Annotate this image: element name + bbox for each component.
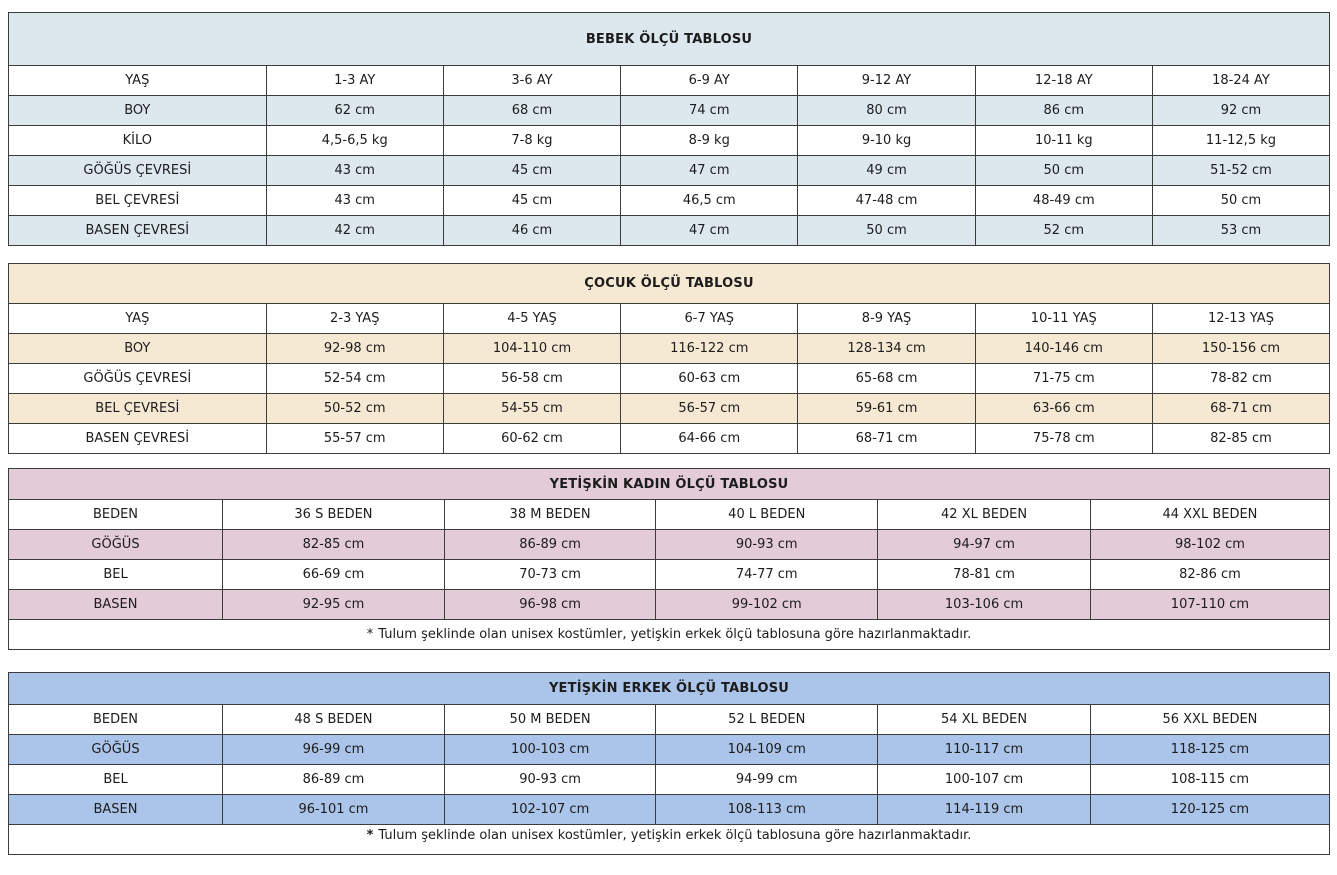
footnote-asterisk: * [366,627,374,642]
value-cell: 74 cm [621,96,798,126]
value-cell: 100-103 cm [444,735,655,765]
data-row [9,364,1330,394]
data-row [9,765,1330,795]
value-cell: 102-107 cm [444,795,655,825]
value-cell: 82-85 cm [223,530,445,560]
value-cell: 82-86 cm [1090,560,1329,590]
value-cell: 86-89 cm [223,765,445,795]
value-cell: 68-71 cm [798,424,975,454]
value-cell: 150-156 cm [1152,334,1329,364]
row-label-cell: BEL [9,765,223,795]
value-cell: 96-98 cm [444,590,655,620]
row-label-cell: KİLO [9,126,267,156]
value-cell: 38 M BEDEN [444,500,655,530]
row-label-cell: GÖĞÜS [9,530,223,560]
value-cell: 104-109 cm [656,735,878,765]
data-row [9,156,1330,186]
header-row [9,304,1330,334]
value-cell: 78-82 cm [1152,364,1329,394]
value-cell: 12-13 YAŞ [1152,304,1329,334]
value-cell: 70-73 cm [444,560,655,590]
value-cell: 110-117 cm [878,735,1091,765]
header-row [9,500,1330,530]
row-label-cell: BOY [9,334,267,364]
row-label-cell: BEL ÇEVRESİ [9,186,267,216]
value-cell: 48 S BEDEN [223,705,445,735]
value-cell: 43 cm [266,186,443,216]
footnote-row [9,620,1330,650]
row-label-cell: GÖĞÜS [9,735,223,765]
data-row [9,795,1330,825]
value-cell: 82-85 cm [1152,424,1329,454]
value-cell: 10-11 YAŞ [975,304,1152,334]
value-cell: 56-57 cm [621,394,798,424]
value-cell: 45 cm [443,156,620,186]
value-cell: 59-61 cm [798,394,975,424]
value-cell: 80 cm [798,96,975,126]
value-cell: 4,5-6,5 kg [266,126,443,156]
value-cell: 44 XXL BEDEN [1090,500,1329,530]
value-cell: 103-106 cm [878,590,1091,620]
value-cell: 6-7 YAŞ [621,304,798,334]
table-title: YETİŞKİN ERKEK ÖLÇÜ TABLOSU [9,673,1330,705]
row-label-cell: BOY [9,96,267,126]
value-cell: 9-10 kg [798,126,975,156]
value-cell: 64-66 cm [621,424,798,454]
value-cell: 10-11 kg [975,126,1152,156]
row-label-cell: BEDEN [9,500,223,530]
row-label-cell: BASEN [9,590,223,620]
value-cell: 128-134 cm [798,334,975,364]
value-cell: 50 cm [798,216,975,246]
value-cell: 42 XL BEDEN [878,500,1091,530]
value-cell: 120-125 cm [1090,795,1329,825]
data-row [9,186,1330,216]
footnote-text: Tulum şeklinde olan unisex kostümler, yetişkin erkek ölçü tablosuna göre hazırlanmaktadır. [378,627,972,642]
value-cell: 60-62 cm [443,424,620,454]
value-cell: 100-107 cm [878,765,1091,795]
footnote [9,620,1330,650]
value-cell: 90-93 cm [444,765,655,795]
value-cell: 40 L BEDEN [656,500,878,530]
value-cell: 4-5 YAŞ [443,304,620,334]
value-cell: 52 L BEDEN [656,705,878,735]
value-cell: 74-77 cm [656,560,878,590]
header-row [9,66,1330,96]
header-row [9,705,1330,735]
value-cell: 92 cm [1152,96,1329,126]
value-cell: 52 cm [975,216,1152,246]
table-title: BEBEK ÖLÇÜ TABLOSU [9,13,1330,66]
size-table-child [8,263,1330,454]
table-body [9,66,1330,246]
table-title-row [9,469,1330,500]
table-title: YETİŞKİN KADIN ÖLÇÜ TABLOSU [9,469,1330,500]
value-cell: 7-8 kg [443,126,620,156]
value-cell: 66-69 cm [223,560,445,590]
table-body [9,304,1330,454]
value-cell: 68 cm [443,96,620,126]
value-cell: 9-12 AY [798,66,975,96]
size-table-men [8,672,1330,855]
data-row [9,560,1330,590]
value-cell: 8-9 kg [621,126,798,156]
row-label-cell: BEL ÇEVRESİ [9,394,267,424]
value-cell: 2-3 YAŞ [266,304,443,334]
value-cell: 56-58 cm [443,364,620,394]
value-cell: 47 cm [621,156,798,186]
size-table-women [8,468,1330,650]
value-cell: 62 cm [266,96,443,126]
table-title-row [9,13,1330,66]
table-body [9,500,1330,620]
value-cell: 50-52 cm [266,394,443,424]
value-cell: 3-6 AY [443,66,620,96]
value-cell: 75-78 cm [975,424,1152,454]
table-title-row [9,673,1330,705]
value-cell: 55-57 cm [266,424,443,454]
data-row [9,126,1330,156]
value-cell: 43 cm [266,156,443,186]
value-cell: 51-52 cm [1152,156,1329,186]
value-cell: 96-101 cm [223,795,445,825]
value-cell: 92-98 cm [266,334,443,364]
value-cell: 54 XL BEDEN [878,705,1091,735]
data-row [9,590,1330,620]
data-row [9,334,1330,364]
value-cell: 1-3 AY [266,66,443,96]
value-cell: 94-99 cm [656,765,878,795]
value-cell: 114-119 cm [878,795,1091,825]
value-cell: 65-68 cm [798,364,975,394]
value-cell: 56 XXL BEDEN [1090,705,1329,735]
row-label-cell: YAŞ [9,66,267,96]
value-cell: 46,5 cm [621,186,798,216]
table-title: ÇOCUK ÖLÇÜ TABLOSU [9,264,1330,304]
value-cell: 45 cm [443,186,620,216]
data-row [9,96,1330,126]
value-cell: 48-49 cm [975,186,1152,216]
value-cell: 49 cm [798,156,975,186]
footnote [9,825,1330,855]
value-cell: 60-63 cm [621,364,798,394]
value-cell: 52-54 cm [266,364,443,394]
size-table-baby [8,12,1330,246]
value-cell: 104-110 cm [443,334,620,364]
value-cell: 140-146 cm [975,334,1152,364]
table-title-row [9,264,1330,304]
value-cell: 96-99 cm [223,735,445,765]
value-cell: 71-75 cm [975,364,1152,394]
data-row [9,735,1330,765]
row-label-cell: GÖĞÜS ÇEVRESİ [9,156,267,186]
row-label-cell: GÖĞÜS ÇEVRESİ [9,364,267,394]
value-cell: 53 cm [1152,216,1329,246]
row-label-cell: BASEN ÇEVRESİ [9,424,267,454]
value-cell: 50 cm [1152,186,1329,216]
value-cell: 63-66 cm [975,394,1152,424]
value-cell: 86 cm [975,96,1152,126]
value-cell: 90-93 cm [656,530,878,560]
value-cell: 94-97 cm [878,530,1091,560]
value-cell: 108-113 cm [656,795,878,825]
data-row [9,394,1330,424]
value-cell: 50 cm [975,156,1152,186]
data-row [9,424,1330,454]
row-label-cell: BEL [9,560,223,590]
value-cell: 42 cm [266,216,443,246]
value-cell: 11-12,5 kg [1152,126,1329,156]
value-cell: 12-18 AY [975,66,1152,96]
value-cell: 86-89 cm [444,530,655,560]
table-body [9,705,1330,825]
footnote-text: Tulum şeklinde olan unisex kostümler, yetişkin erkek ölçü tablosuna göre hazırlanmaktadır. [378,827,972,843]
value-cell: 50 M BEDEN [444,705,655,735]
row-label-cell: BEDEN [9,705,223,735]
value-cell: 92-95 cm [223,590,445,620]
value-cell: 99-102 cm [656,590,878,620]
value-cell: 107-110 cm [1090,590,1329,620]
value-cell: 116-122 cm [621,334,798,364]
value-cell: 68-71 cm [1152,394,1329,424]
value-cell: 36 S BEDEN [223,500,445,530]
row-label-cell: BASEN ÇEVRESİ [9,216,267,246]
footnote-asterisk: * [366,827,374,843]
row-label-cell: BASEN [9,795,223,825]
value-cell: 118-125 cm [1090,735,1329,765]
value-cell: 78-81 cm [878,560,1091,590]
value-cell: 46 cm [443,216,620,246]
value-cell: 98-102 cm [1090,530,1329,560]
value-cell: 54-55 cm [443,394,620,424]
data-row [9,530,1330,560]
row-label-cell: YAŞ [9,304,267,334]
value-cell: 8-9 YAŞ [798,304,975,334]
value-cell: 108-115 cm [1090,765,1329,795]
value-cell: 18-24 AY [1152,66,1329,96]
value-cell: 6-9 AY [621,66,798,96]
value-cell: 47-48 cm [798,186,975,216]
value-cell: 47 cm [621,216,798,246]
data-row [9,216,1330,246]
footnote-row [9,825,1330,855]
